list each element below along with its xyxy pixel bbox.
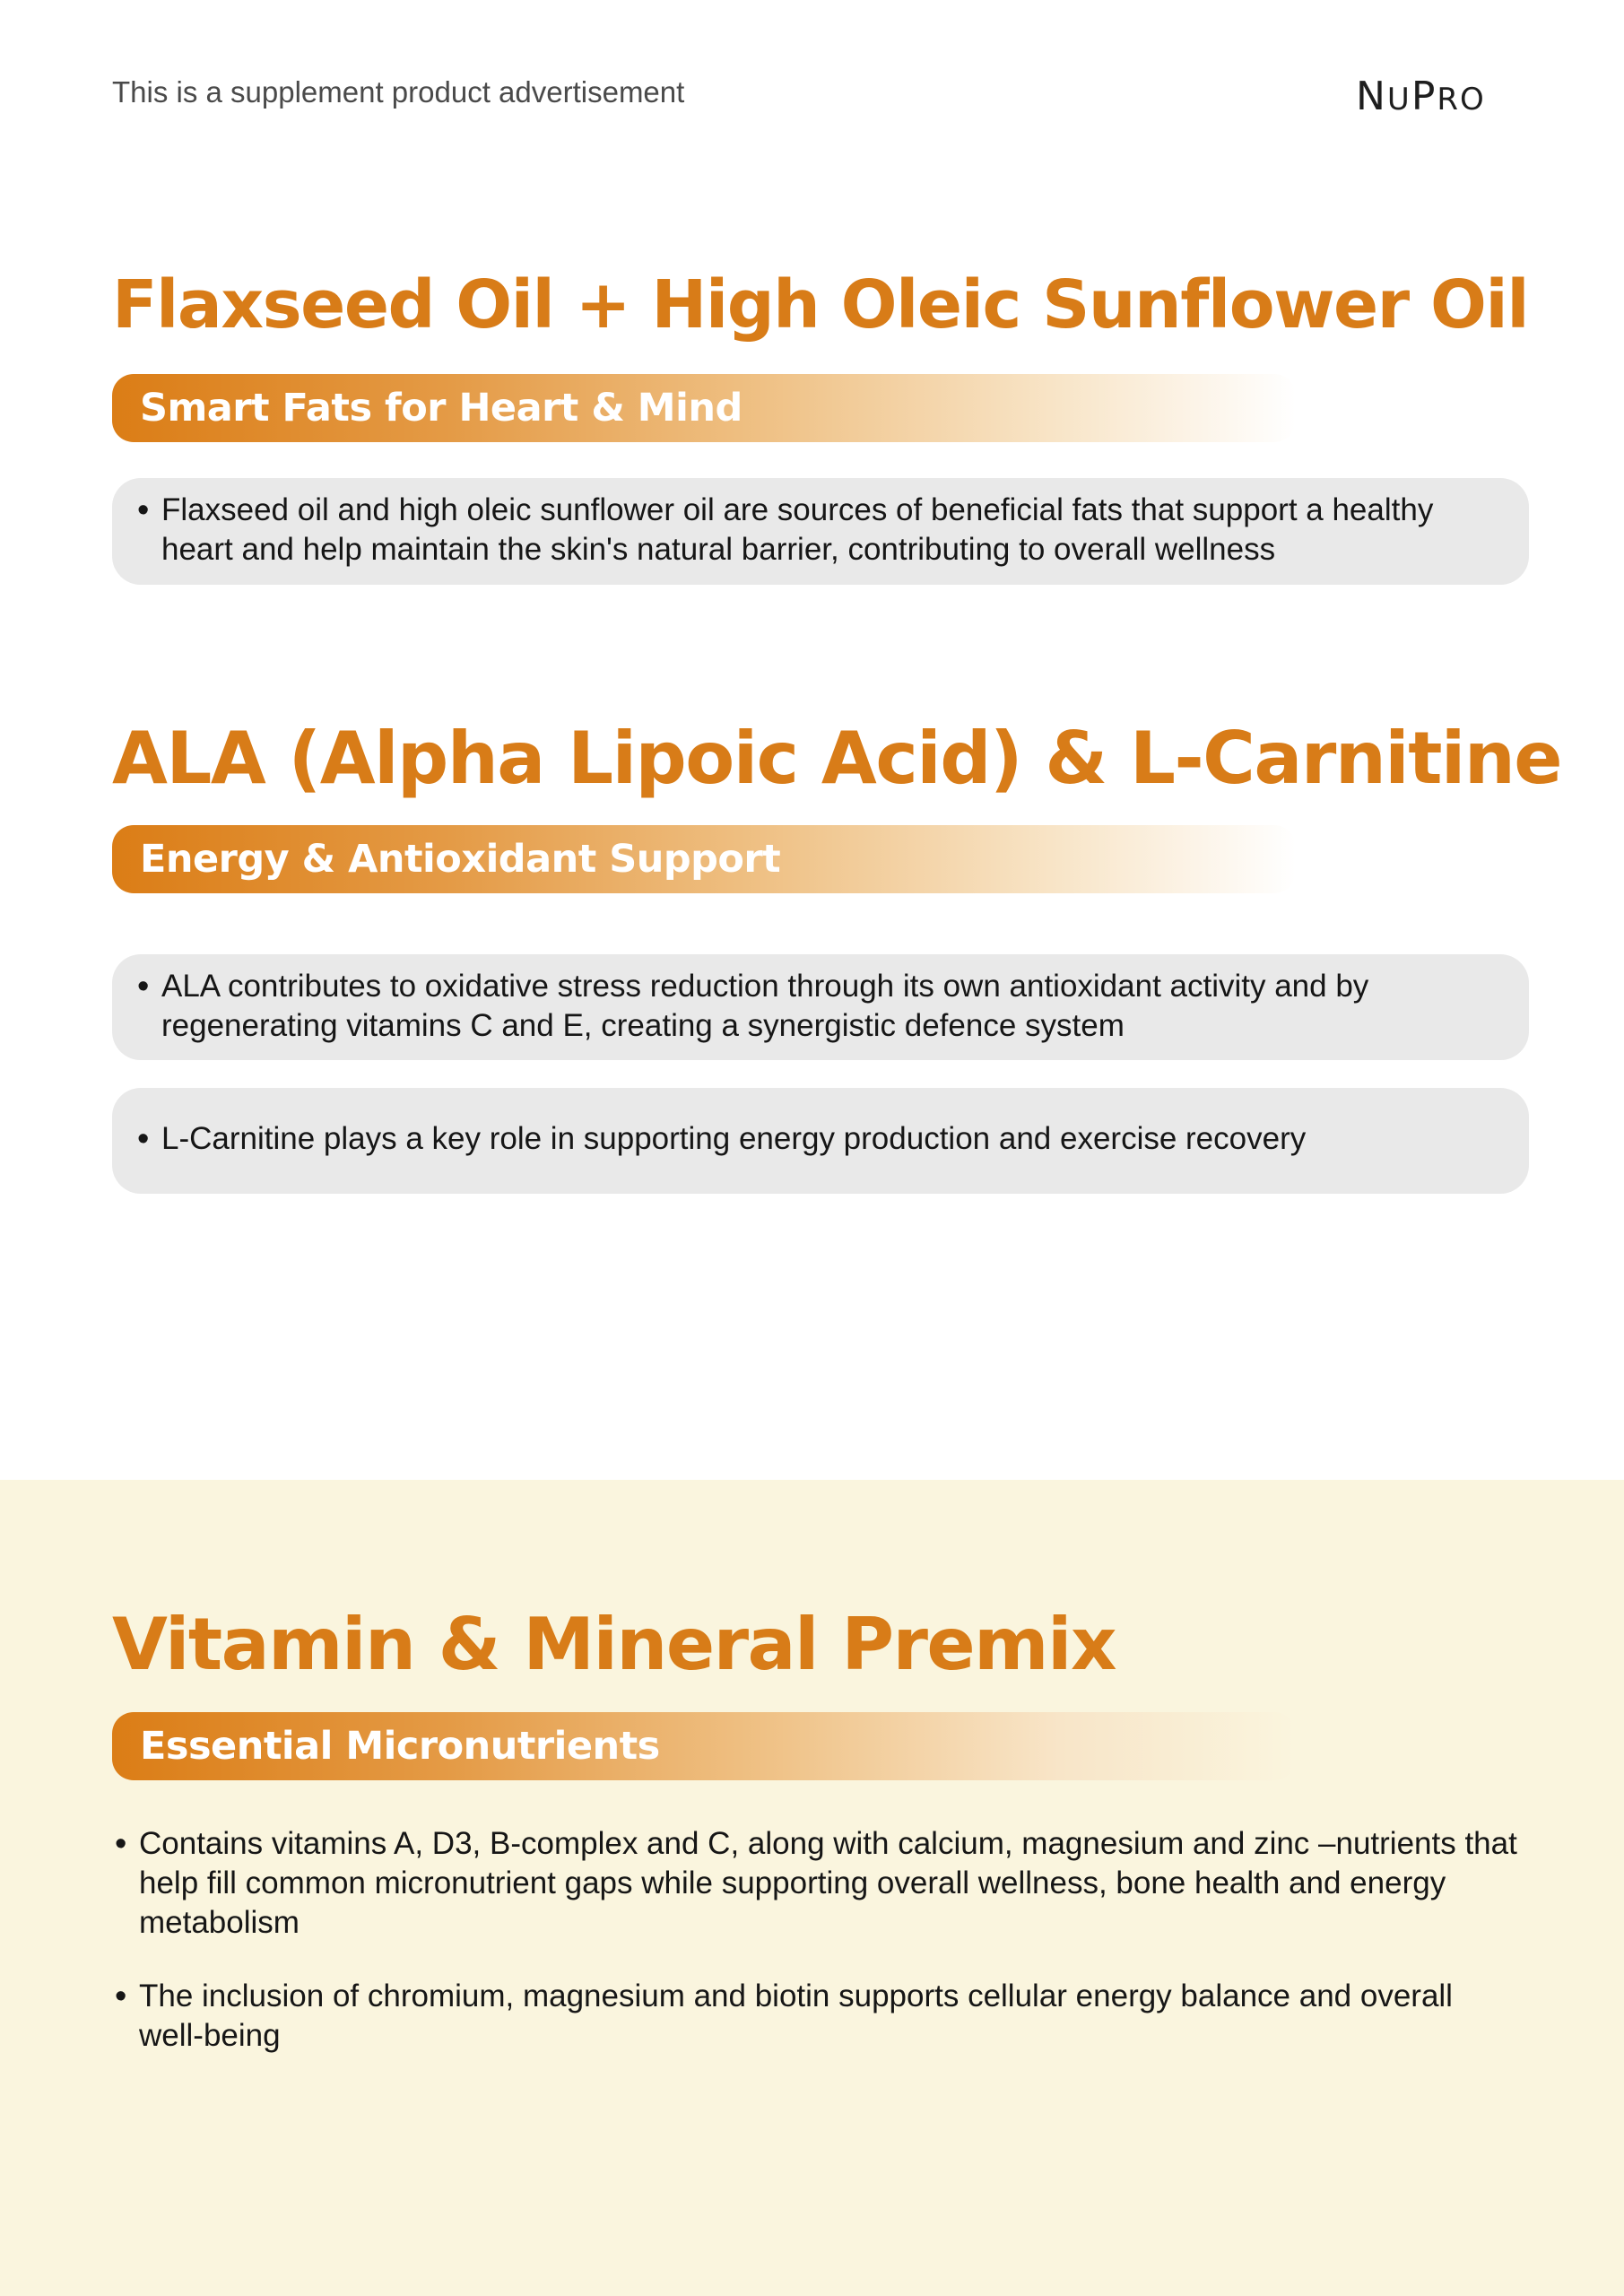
info-box-ala (112, 954, 1529, 1060)
bullet-point (137, 1119, 1493, 1159)
bullet-text: ALA contributes to oxidative stress reduction through its own antioxidant activity and by regenerating vitamins C and E, creating a synergistic defence system (161, 969, 1369, 1043)
bullet-icon: • (115, 1978, 127, 2015)
bullet-text: L-Carnitine plays a key role in supporting energy production and exercise recovery (161, 1121, 1307, 1156)
info-box-flaxseed (112, 478, 1529, 585)
bullet-icon: • (115, 1825, 127, 1863)
bullet-text: Contains vitamins A, D3, B-complex and C, along with calcium, magnesium and zinc –nutrients that help fill common micronutrient gaps while supporting overall wellness, bone health and energy metabolism (139, 1826, 1517, 1940)
advertisement-disclaimer: This is a supplement product advertisement (112, 75, 685, 109)
bullet-point (137, 491, 1493, 570)
brand-logo: NUPRO (1356, 74, 1486, 119)
bullet-text: Flaxseed oil and high oleic sunflower oil are sources of beneficial fats that support a healthy heart and help maintain the skin's natural barrier, contributing to overall wellness (161, 492, 1434, 567)
bullet-point (115, 1977, 1520, 2056)
section-title-premix: Vitamin & Mineral Premix (112, 1603, 1116, 1686)
bullet-point (115, 1824, 1520, 1943)
section-subtitle-flaxseed: Smart Fats for Heart & Mind (112, 374, 1296, 442)
bullet-text: The inclusion of chromium, magnesium and biotin supports cellular energy balance and overall well-being (139, 1979, 1453, 2053)
section-title-flaxseed: Flaxseed Oil + High Oleic Sunflower Oil (112, 266, 1529, 344)
section-subtitle-ala: Energy & Antioxidant Support (112, 825, 1296, 893)
bullet-icon: • (137, 1120, 150, 1158)
section-title-ala: ALA (Alpha Lipoic Acid) & L-Carnitine (112, 717, 1562, 800)
section-subtitle-premix: Essential Micronutrients (112, 1712, 1296, 1780)
bullet-icon: • (137, 491, 150, 529)
info-box-carnitine (112, 1088, 1529, 1194)
bullet-point (137, 967, 1493, 1046)
bullet-icon: • (137, 968, 150, 1005)
premix-bullet-list (115, 1824, 1520, 2090)
